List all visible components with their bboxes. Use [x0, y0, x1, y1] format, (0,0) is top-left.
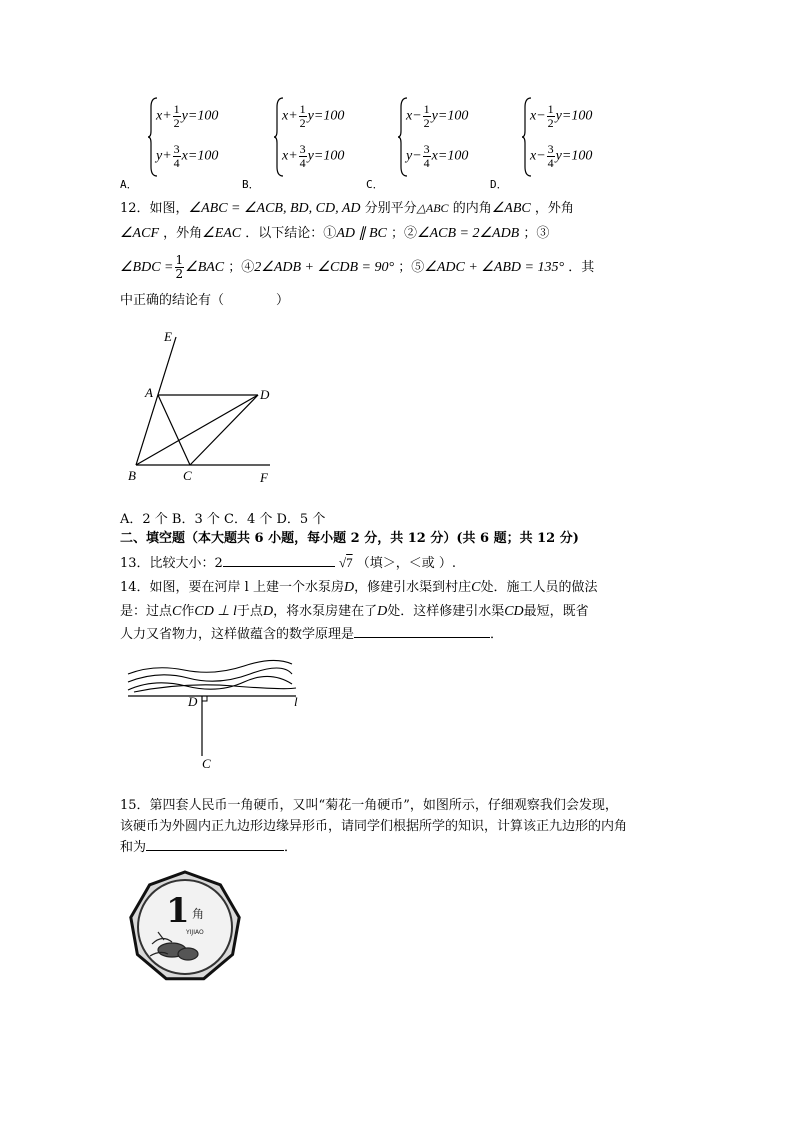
q12-line-3: ∠BDC = $\frac{1}{2}$ ∠BAC ；④2∠ADB + ∠CDB = 90° ；⑤∠ADC + ∠ABD = 135° ．其 [120, 253, 595, 281]
section-2-title: 二、填空题（本大题共 6 小题，每小题 2 分，共 12 分）(共 6 题；共 12 分) [120, 531, 579, 546]
q14-line-2: 是：过点C作CD ⊥ l于点D，将水泵房建在了D处．这样修建引水渠CD最短，既省 [120, 604, 589, 619]
q12-line-1: 12．如图，∠ABC = ∠ACB, BD, CD, AD 分别平分△ABC 的内角∠ABC ，外角 [120, 201, 574, 216]
label-f: F [260, 470, 268, 485]
equation-1: x− $\frac{1}{2}$ y=100 [406, 102, 469, 130]
river-waves [128, 660, 296, 692]
q14-line-3: 人力又省物力，这样做蕴含的数学原理是 ． [120, 627, 504, 642]
answer-blank[interactable] [354, 637, 490, 638]
q12-figure [120, 325, 290, 487]
coin-numeral: 1 [166, 891, 190, 931]
equation-2: x− $\frac{3}{4}$ y=100 [530, 142, 593, 170]
label-l: l [294, 694, 298, 709]
system-a [148, 97, 268, 177]
segment-cd [190, 395, 258, 465]
segment-ac [158, 395, 190, 465]
system-b [274, 97, 394, 177]
label-e: E [164, 329, 172, 344]
q15-line-3: 和为 ． [120, 840, 298, 855]
q12-line-4: 中正确的结论有（ ） [120, 293, 290, 308]
option-a-label: A． [120, 178, 138, 191]
label-b: B [128, 468, 136, 483]
label-a: A [145, 385, 153, 400]
coin-latin: YIJIAO [186, 929, 204, 936]
answer-blank[interactable] [223, 566, 335, 567]
coin-jiao: 角 [192, 907, 205, 921]
q15-line-1: 15．第四套人民币一角硬币，又叫“菊花一角硬币”，如图所示，仔细观察我们会发现， [120, 798, 618, 813]
equation-2: y+ $\frac{3}{4}$ x=100 [156, 142, 219, 170]
system-c [398, 97, 518, 177]
system-d [522, 97, 642, 177]
equation-1: x− $\frac{1}{2}$ y=100 [530, 102, 593, 130]
answer-blank[interactable] [146, 850, 284, 851]
q12-options: A．2 个 B．3 个 C．4 个 D．5 个 [120, 512, 326, 527]
equation-2: x+ $\frac{3}{4}$ y=100 [282, 142, 345, 170]
q14-line-1: 14．如图，要在河岸 l 上建一个水泵房D，修建引水渠到村庄C处．施工人员的做法 [120, 580, 598, 595]
option-b-label: B． [242, 178, 260, 191]
label-c: C [183, 468, 192, 483]
option-d-label: D． [490, 178, 508, 191]
equation-1: x+ $\frac{1}{2}$ y=100 [156, 102, 219, 130]
coin-image [128, 870, 242, 984]
q12-line-2: ∠ACF ，外角∠EAC ．以下结论：①AD ∥ BC ；②∠ACB = 2∠ADB ；③ [120, 226, 550, 241]
label-d: D [260, 387, 270, 402]
q14-figure [124, 656, 314, 772]
label-d: D [188, 694, 198, 709]
label-c: C [202, 756, 211, 771]
right-angle-icon [202, 696, 207, 701]
option-c-label: C． [366, 178, 384, 191]
q13: 13．比较大小：2 √7 （填＞，＜或 ）. [120, 555, 457, 571]
q15-line-2: 该硬币为外圆内正九边形边缘异形币，请同学们根据所学的知识，计算该正九边形的内角 [120, 819, 628, 834]
sqrt-icon: √7 [338, 555, 353, 570]
equation-1: x+ $\frac{1}{2}$ y=100 [282, 102, 345, 130]
equation-2: y− $\frac{3}{4}$ x=100 [406, 142, 469, 170]
